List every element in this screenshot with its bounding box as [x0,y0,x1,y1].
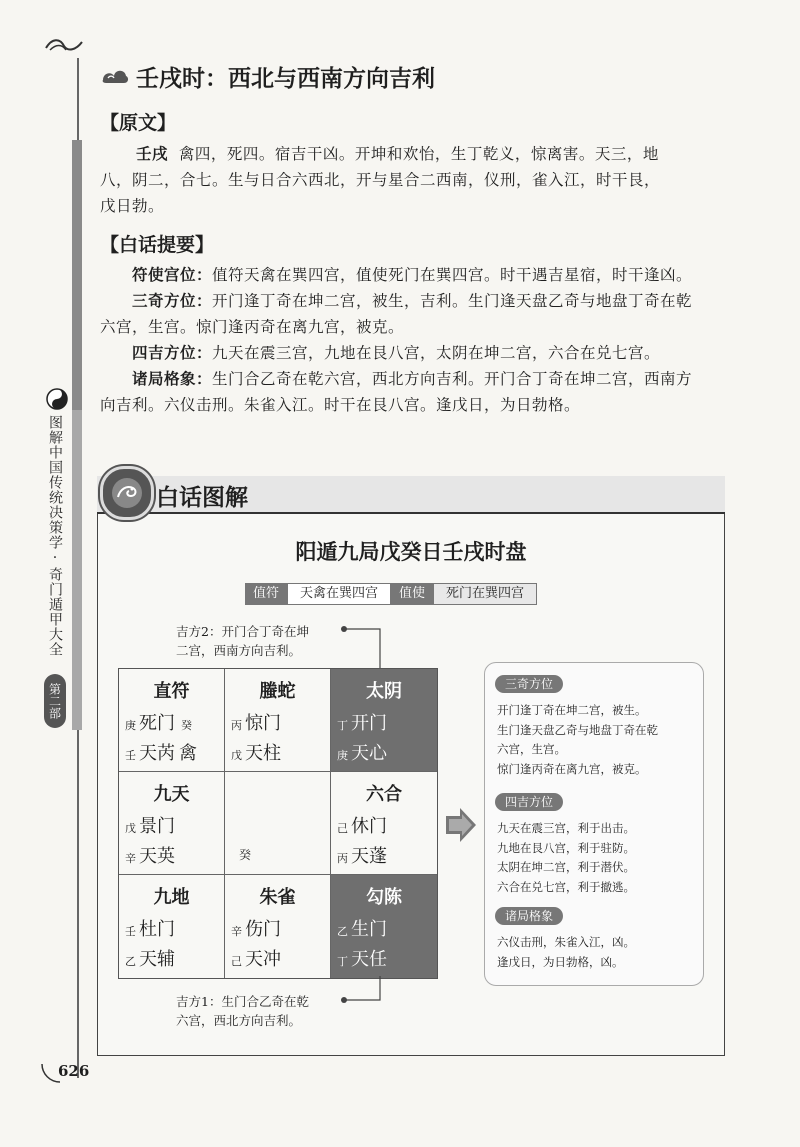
summary-title-sanqi: 三奇方位 [495,675,563,693]
original-text [100,141,740,219]
palace-g2b: 禽 [179,743,197,764]
palace-row-star [231,945,327,971]
palace-row-gate [231,915,327,941]
palace-cell [119,875,225,978]
palace-deity: 九地 [153,887,190,908]
palace-cell [331,669,437,772]
zhifu-value: 天禽在巽四宫 [287,583,391,605]
chart-title: 阳遁九局戊癸日壬戌时盘 [295,540,527,564]
palace-row-gate [337,812,433,838]
part-badge: 第二部 [44,674,66,728]
zhishi-label: 值使 [391,583,433,605]
summary-line: 九天在震三宫，利于出击。 [497,821,635,835]
palace-deity: 六合 [366,784,402,805]
palace-row-gate [125,812,221,838]
palace-row-star [125,945,221,971]
palace-s2: 辛 [125,852,136,865]
palace-g2: 天任 [351,949,387,970]
vernacular-p4a: 生门合乙奇在乾六宫，西北方向吉利。开门合丁奇在坤二宫，西南方 [212,370,693,388]
summary-line: 开门逢丁奇在坤二宫，被生。 [497,703,647,717]
corner-ornament-icon [44,36,84,54]
dragon-emblem-icon [111,477,143,509]
palace-s1: 戊 [125,822,136,835]
vernacular-p4-label: 诸局格象： [132,370,213,388]
palace-deity: 九天 [153,784,190,805]
summary-title-siji: 四吉方位 [495,793,563,811]
palace-s2: 丙 [337,852,348,865]
palace-cell [119,772,225,875]
palace-g2: 天辅 [139,949,175,970]
palace-s2: 戊 [231,749,242,762]
palace-s1: 庚 [125,719,136,732]
palace-cell [119,669,225,772]
palace-g1: 开门 [351,713,387,734]
original-line-1: 禽四，死四。宿吉干凶。开坤和欢怡，生丁乾义，惊离害。天三，地 [178,145,659,163]
vernacular-p1: 值符天禽在巽四宫，值使死门在巽四宫。时干遇吉星宿，时干逢凶。 [212,266,693,284]
palace-row-gate [231,709,327,735]
page-number: 626 [58,1062,90,1080]
palace-s1: 丁 [337,719,348,732]
palace-s2: 庚 [337,749,348,762]
vernacular-p2-label: 三奇方位： [132,292,213,310]
original-heading: 【原文】 [100,112,177,134]
original-lead: 壬戌 [136,145,169,163]
summary-box [484,662,704,986]
palace-s2: 壬 [125,749,136,762]
palace-row-star [337,842,433,868]
left-margin-band-lower [72,410,82,730]
palace-cell [225,669,331,772]
palace-g1: 景门 [139,816,175,837]
nine-palace-grid [118,668,438,979]
palace-row-gate [125,915,221,941]
palace-s1: 己 [337,822,348,835]
summary-sanqi-text [497,701,697,779]
palace-s1b: 癸 [181,719,192,732]
vernacular-p4b: 向吉利。六仪击刑。朱雀入江。时干在艮八宫。逢戊日，为日勃格。 [100,396,581,414]
vernacular-p2a: 开门逢丁奇在坤二宫，被生，吉利。生门逢天盘乙奇与地盘丁奇在乾 [212,292,693,310]
palace-g2: 天英 [139,846,175,867]
left-margin-band [72,140,82,410]
palace-row-star [125,842,221,868]
palace-cell [225,875,331,978]
palace-row-gate [125,709,221,735]
palace-row-star [337,739,433,765]
palace-row-star [231,739,327,765]
summary-line: 惊门逢丙奇在离九宫，被克。 [497,761,647,776]
summary-title-geju: 诸局格象 [495,907,563,925]
palace-s1: 辛 [231,925,242,938]
vernacular-p1-label: 符使宫位： [132,266,213,284]
palace-deity: 太阴 [366,681,402,702]
side-book-title: 图解中国传统决策学·奇门遁甲大全 [47,415,63,657]
summary-line: 太阴在坤二宫，利于潜伏。 [497,860,635,874]
summary-line: 六合在兑七宫，利于撤逃。 [497,879,635,894]
diagram-panel-title: 白话图解 [156,485,248,511]
palace-g2: 天心 [351,743,387,764]
summary-line: 九地在艮八宫，利于驻防。 [497,840,635,855]
original-line-3: 戊日勃。 [100,197,165,215]
palace-s2: 己 [231,955,242,968]
original-line-2: 八，阴二，合七。生与日合六西北，开与星合二西南，仪刑，雀入江，时干艮， [100,171,661,189]
note-1-line-2: 六宫，西北方向吉利。 [176,1013,302,1028]
palace-row-star [337,945,433,971]
summary-line: 逢戊日，为日勃格，凶。 [497,954,624,969]
summary-line: 生门逢天盘乙奇与地盘丁奇在乾 [497,722,658,737]
palace-s1: 乙 [337,925,348,938]
palace-deity: 螣蛇 [259,681,296,702]
zhifu-zhishi-bar [245,583,537,605]
summary-siji-text [497,819,697,897]
arrow-right-icon [446,808,476,842]
cloud-ornament-icon [100,64,130,88]
vernacular-p3-label: 四吉方位： [132,344,213,362]
note-1-leader-line [340,976,390,1006]
palace-s2: 丁 [337,955,348,968]
palace-g2: 天芮 [139,743,175,764]
vernacular-heading: 【白话提要】 [100,234,215,256]
palace-g1: 生门 [351,919,387,940]
palace-deity: 直符 [153,681,190,702]
vernacular-p2b: 六宫，生宫。惊门逢丙奇在离九宫，被克。 [100,318,405,336]
palace-g1: 死门 [139,713,175,734]
palace-center: 癸 [239,848,252,862]
palace-g1: 惊门 [245,713,281,734]
summary-line: 六仪击刑，朱雀入江，凶。 [497,935,635,949]
note-2-line-2: 二宫，西南方向吉利。 [176,643,302,658]
palace-g1: 休门 [351,816,387,837]
palace-g2: 天柱 [245,743,281,764]
palace-cell [225,772,331,875]
palace-s1: 丙 [231,719,242,732]
note-2-line-1: 吉方2：开门合丁奇在坤 [176,624,309,639]
palace-cell [331,772,437,875]
zhifu-label: 值符 [245,583,287,605]
summary-geju-text [497,933,697,972]
vernacular-p3: 九天在震三宫，九地在艮八宫，太阴在坤二宫，六合在兑七宫。 [212,344,661,362]
palace-g1: 杜门 [139,919,175,940]
summary-line: 六宫，生宫。 [497,742,566,756]
zhishi-value: 死门在巽四宫 [433,583,537,605]
auspicious-note-2 [176,622,309,660]
palace-deity: 朱雀 [259,887,296,908]
auspicious-note-1 [176,992,309,1030]
palace-g2: 天蓬 [351,846,387,867]
palace-deity: 勾陈 [366,887,402,908]
palace-cell [331,875,437,978]
palace-row-gate [337,915,433,941]
palace-row-star [125,739,221,765]
palace-g1: 伤门 [245,919,281,940]
palace-row-gate [337,709,433,735]
page-title: 壬戌时：西北与西南方向吉利 [136,66,435,92]
palace-g2: 天冲 [245,949,281,970]
note-2-leader-line [340,624,390,672]
vernacular-text [100,262,740,418]
palace-s1: 壬 [125,925,136,938]
palace-s2: 乙 [125,955,136,968]
yin-yang-icon [46,388,68,410]
note-1-line-1: 吉方1：生门合乙奇在乾 [176,994,309,1009]
